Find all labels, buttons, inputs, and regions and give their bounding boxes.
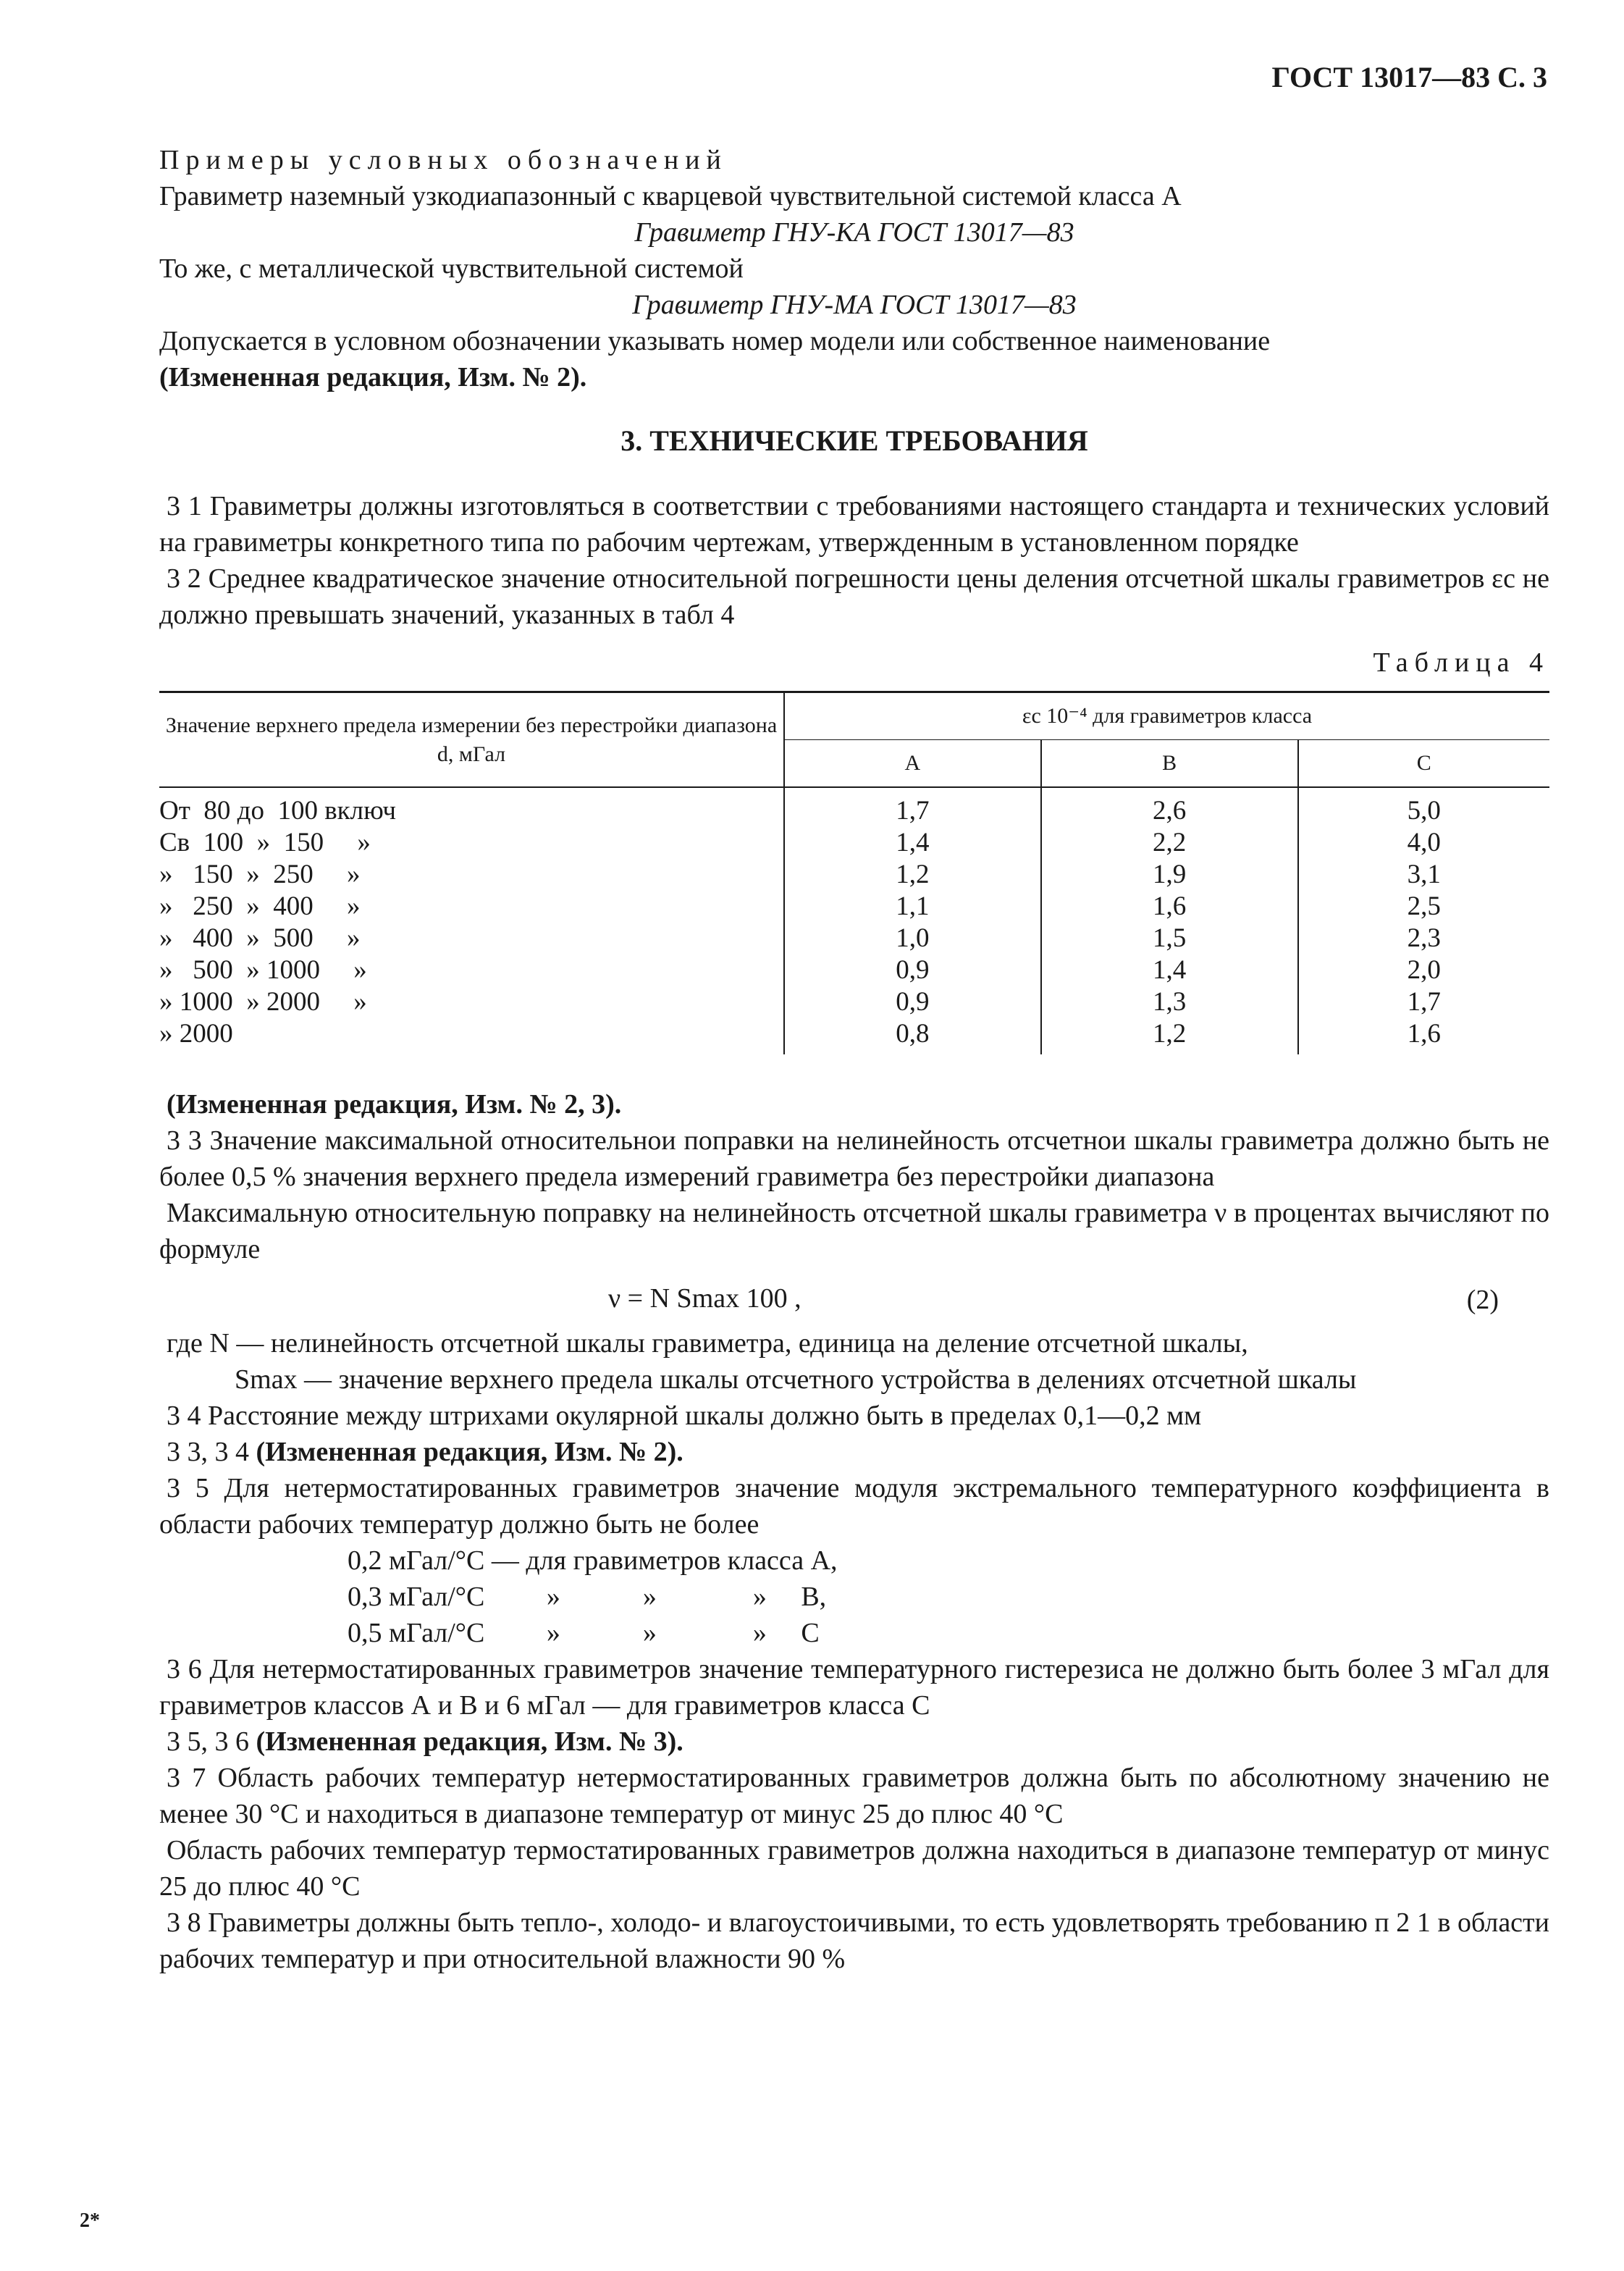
table-header-class-b: В — [1041, 740, 1298, 788]
paragraph-3-3-b: Максимальную относительную поправку на нелинейность отсчетной шкалы гравиметра ν в процентах вычисляют по формуле — [159, 1198, 1549, 1264]
paragraph-3-3: 3 3 Значение максимальной относительнои поправки на нелинейность отсчетнои шкалы гравиметра должно быть не более 0,5 % значения верхнего предела измерений гравиметра без перестройки диапазона — [159, 1125, 1549, 1192]
formula-block — [159, 1276, 1549, 1321]
table-header-group: εс 10⁻⁴ для гравиметров класса — [784, 692, 1549, 740]
cell-c: 1,6 — [1298, 1018, 1550, 1054]
table-row — [159, 954, 1549, 986]
cell-b: 1,6 — [1041, 891, 1298, 923]
where-line-1: где N — нелинейность отсчетной шкалы гравиметра, единица на деление отсчетной шкалы, — [167, 1328, 1248, 1359]
paragraph-3-5: 3 5 Для нетермостатированных гравиметров значение модуля экстремального температурного коэффициента в области рабочих температур должно быть не более — [159, 1473, 1549, 1540]
cell-a: 1,2 — [784, 859, 1041, 891]
paragraph-3-1: 3 1 Гравиметры должны изготовляться в соответствии с требованиями настоящего стандарта и технических условий на гравиметры конкретного типа по рабочим чертежам, утвержденным в установленном порядке — [159, 491, 1549, 558]
cell-a: 0,9 — [784, 954, 1041, 986]
edit-note-3 — [159, 1434, 1549, 1470]
cell-range: » 400 » 500 » — [159, 923, 361, 953]
cell-b: 1,3 — [1041, 986, 1298, 1018]
cell-a: 0,8 — [784, 1018, 1041, 1054]
examples-heading: Примеры условных обозначений — [159, 145, 728, 175]
edit-note-4-label: 3 5, 3 6 — [167, 1726, 249, 1757]
edit-note-3-text: (Измененная редакция, Изм. № 2). — [256, 1437, 683, 1467]
example-line-1: Гравиметр наземный узкодиапазонный с кварцевой чувствительной системой класса А — [159, 181, 1182, 211]
paragraph-3-4: 3 4 Расстояние между штрихами окулярной шкалы должно быть в пределах 0,1—0,2 мм — [167, 1401, 1202, 1431]
table-row — [159, 923, 1549, 954]
cell-b: 1,9 — [1041, 859, 1298, 891]
formula-number: (2) — [1466, 1285, 1499, 1315]
paragraph-3-2: 3 2 Среднее квадратическое значение относительной погрешности цены деления отсчетной шкалы гравиметров εс не должно превышать значений, указанных в табл 4 — [159, 563, 1549, 630]
cell-range: От 80 до 100 включ — [159, 796, 396, 826]
table-caption: Таблица 4 — [1373, 647, 1549, 678]
table-row — [159, 891, 1549, 923]
table-row — [159, 1018, 1549, 1054]
table-header-class-c: С — [1298, 740, 1550, 788]
cell-c: 2,0 — [1298, 954, 1550, 986]
formula: ν = N Smax 100 , — [608, 1283, 802, 1314]
designation-2: Гравиметр ГНУ-МА ГОСТ 13017—83 — [632, 290, 1077, 320]
edit-note-3-label: 3 3, 3 4 — [167, 1437, 249, 1467]
table-header-range: Значение верхнего предела измерении без перестройки диапазона d, мГал — [159, 692, 784, 788]
paragraph-3-7-b: Область рабочих температур термостатированных гравиметров должна находиться в диапазоне температур от минус 25 до плюс 40 °С — [159, 1835, 1549, 1902]
page-header-code: ГОСТ 13017—83 С. 3 — [1271, 61, 1547, 93]
cell-c: 4,0 — [1298, 827, 1550, 859]
cell-c: 1,7 — [1298, 986, 1550, 1018]
cell-a: 0,9 — [784, 986, 1041, 1018]
table-header-class-a: А — [784, 740, 1041, 788]
paragraph-3-8: 3 8 Гравиметры должны быть тепло-, холодо- и влагоустоичивыми, то есть удовлетворять требованию п 2 1 в области рабочих температур и при относительной влажности 90 % — [159, 1907, 1549, 1974]
example-line-2: То же, с металлической чувствительной системой — [159, 253, 744, 284]
cell-a: 1,7 — [784, 787, 1041, 827]
section-title: 3. ТЕХНИЧЕСКИЕ ТРЕБОВАНИЯ — [620, 424, 1088, 457]
cell-c: 2,3 — [1298, 923, 1550, 954]
cell-a: 1,4 — [784, 827, 1041, 859]
cell-c: 2,5 — [1298, 891, 1550, 923]
table-row — [159, 827, 1549, 859]
table-row — [159, 787, 1549, 827]
cell-range: » 500 » 1000 » — [159, 955, 367, 985]
temp-line-1: 0,2 мГал/°С — для гравиметров класса А, — [348, 1545, 838, 1576]
paragraph-3-6: 3 6 Для нетермостатированных гравиметров значение температурного гистерезиса не должно быть более 3 мГал для гравиметров классов А и В и 6 мГал — для гравиметров класса С — [159, 1654, 1549, 1721]
cell-a: 1,1 — [784, 891, 1041, 923]
cell-range: Св 100 » 150 » — [159, 828, 371, 857]
temp-line-2: 0,3 мГал/°С » » » В, — [348, 1582, 827, 1612]
cell-b: 2,6 — [1041, 787, 1298, 827]
page-content — [159, 142, 1549, 1977]
cell-b: 1,2 — [1041, 1018, 1298, 1054]
edit-note-4-text: (Измененная редакция, Изм. № 3). — [256, 1726, 683, 1757]
edit-note-4 — [159, 1724, 1549, 1760]
cell-range: » 2000 — [159, 1019, 233, 1049]
cell-b: 1,5 — [1041, 923, 1298, 954]
cell-c: 3,1 — [1298, 859, 1550, 891]
cell-range: » 150 » 250 » — [159, 860, 361, 889]
table-row — [159, 986, 1549, 1018]
cell-b: 1,4 — [1041, 954, 1298, 986]
edit-note-1: (Измененная редакция, Изм. № 2). — [159, 362, 587, 393]
cell-range: » 1000 » 2000 » — [159, 987, 367, 1017]
edit-note-2: (Измененная редакция, Изм. № 2, 3). — [167, 1089, 622, 1120]
table-row — [159, 859, 1549, 891]
example-line-3: Допускается в условном обозначении указывать номер модели или собственное наименование — [159, 326, 1271, 356]
cell-b: 2,2 — [1041, 827, 1298, 859]
cell-range: » 250 » 400 » — [159, 891, 361, 921]
designation-1: Гравиметр ГНУ-КА ГОСТ 13017—83 — [634, 217, 1074, 248]
cell-c: 5,0 — [1298, 787, 1550, 827]
page-footer-mark: 2* — [80, 2209, 100, 2232]
cell-a: 1,0 — [784, 923, 1041, 954]
paragraph-3-7: 3 7 Область рабочих температур нетермостатированных гравиметров должна быть по абсолютному значению не менее 30 °С и находиться в диапазоне температур от минус 25 до плюс 40 °С — [159, 1763, 1549, 1829]
table-4 — [159, 691, 1549, 1054]
where-line-2: Smax — значение верхнего предела шкалы отсчетного устройства в делениях отсчетной шкалы — [235, 1364, 1357, 1395]
temp-line-3: 0,5 мГал/°С » » » С — [348, 1618, 820, 1648]
